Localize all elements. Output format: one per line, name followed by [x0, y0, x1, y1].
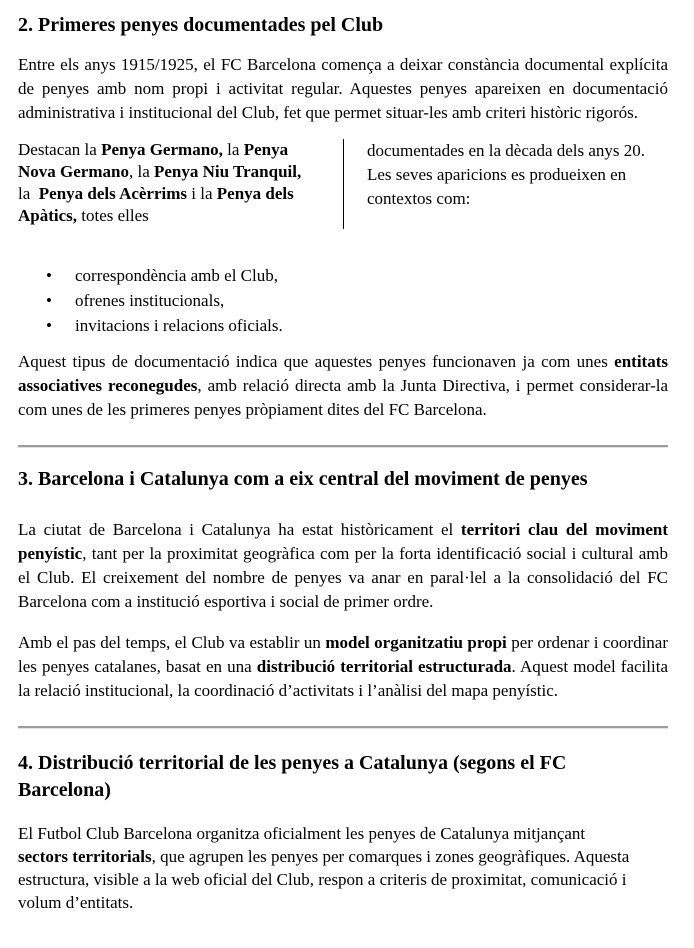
two-column-block	[18, 139, 668, 229]
section-3-heading: 3. Barcelona i Catalunya com a eix central del moviment de penyes	[18, 468, 588, 490]
section-3-paragraph-1: La ciutat de Barcelona i Catalunya ha estat històricament el territori clau del moviment penyístic, tant per la proximitat geogràfica com per la forta identificació social i cultural amb el Club. El creixement del nombre de penyes va anar en paral·lel a la consolidació del FC Barcelona com a institució esportiva i social de primer ordre.	[18, 520, 668, 611]
list-item: • correspondència amb el Club,	[45, 263, 668, 288]
section-divider	[18, 445, 668, 448]
section-divider	[18, 726, 668, 729]
column-divider-line	[343, 139, 344, 229]
section-2-intro-paragraph: Entre els anys 1915/1925, el FC Barcelona comença a deixar constància documental explícita de penyes amb nom propi i activitat regular. Aquestes penyes apareixen en documentació administrativa i institucional del Club, fet que permet situar-les amb criteri històric rigorós.	[18, 55, 668, 122]
section-4	[18, 750, 668, 914]
section-2-closing-paragraph: Aquest tipus de documentació indica que aquestes penyes funcionaven ja com unes entitats associatives reconegudes, amb relació directa amb la Junta Directiva, i permet considerar-la com unes de les primeres penyes pròpiament dites del FC Barcelona.	[18, 352, 668, 419]
list-item: • invitacions i relacions oficials.	[45, 313, 668, 338]
section-3-paragraph-2: Amb el pas del temps, el Club va establir un model organitzatiu propi per ordenar i coordinar les penyes catalanes, basat en una distribució territorial estructurada. Aquest model facilita la relació institucional, la coordinació d’activitats i l’anàlisi del mapa penyístic.	[18, 633, 668, 700]
column-left-text: Destacan la Penya Germano, la Penya Nova Germano, la Penya Niu Tranquil, la Penya dels Acèrrims i la Penya dels Apàtics, totes elles	[18, 140, 302, 225]
section-4-paragraph-1: El Futbol Club Barcelona organitza oficialment les penyes de Catalunya mitjançant sectors territorials, que agrupen les penyes per comarques i zones geogràfiques. Aquesta estructura, visible a la web oficial del Club, respon a criteris de proximitat, comunicació i volum d’entitats.	[18, 824, 630, 912]
context-bullet-list	[45, 263, 668, 338]
section-2	[18, 12, 668, 422]
section-4-heading: 4. Distribució territorial de les penyes a Catalunya (segons el FC Barcelona)	[18, 752, 567, 801]
section-3	[18, 466, 668, 703]
column-right-text: documentades en la dècada dels anys 20. Les seves aparicions es produeixen en contextos com:	[367, 141, 646, 208]
section-2-heading: 2. Primeres penyes documentades pel Club	[18, 14, 384, 36]
list-item: • ofrenes institucionals,	[45, 288, 668, 313]
